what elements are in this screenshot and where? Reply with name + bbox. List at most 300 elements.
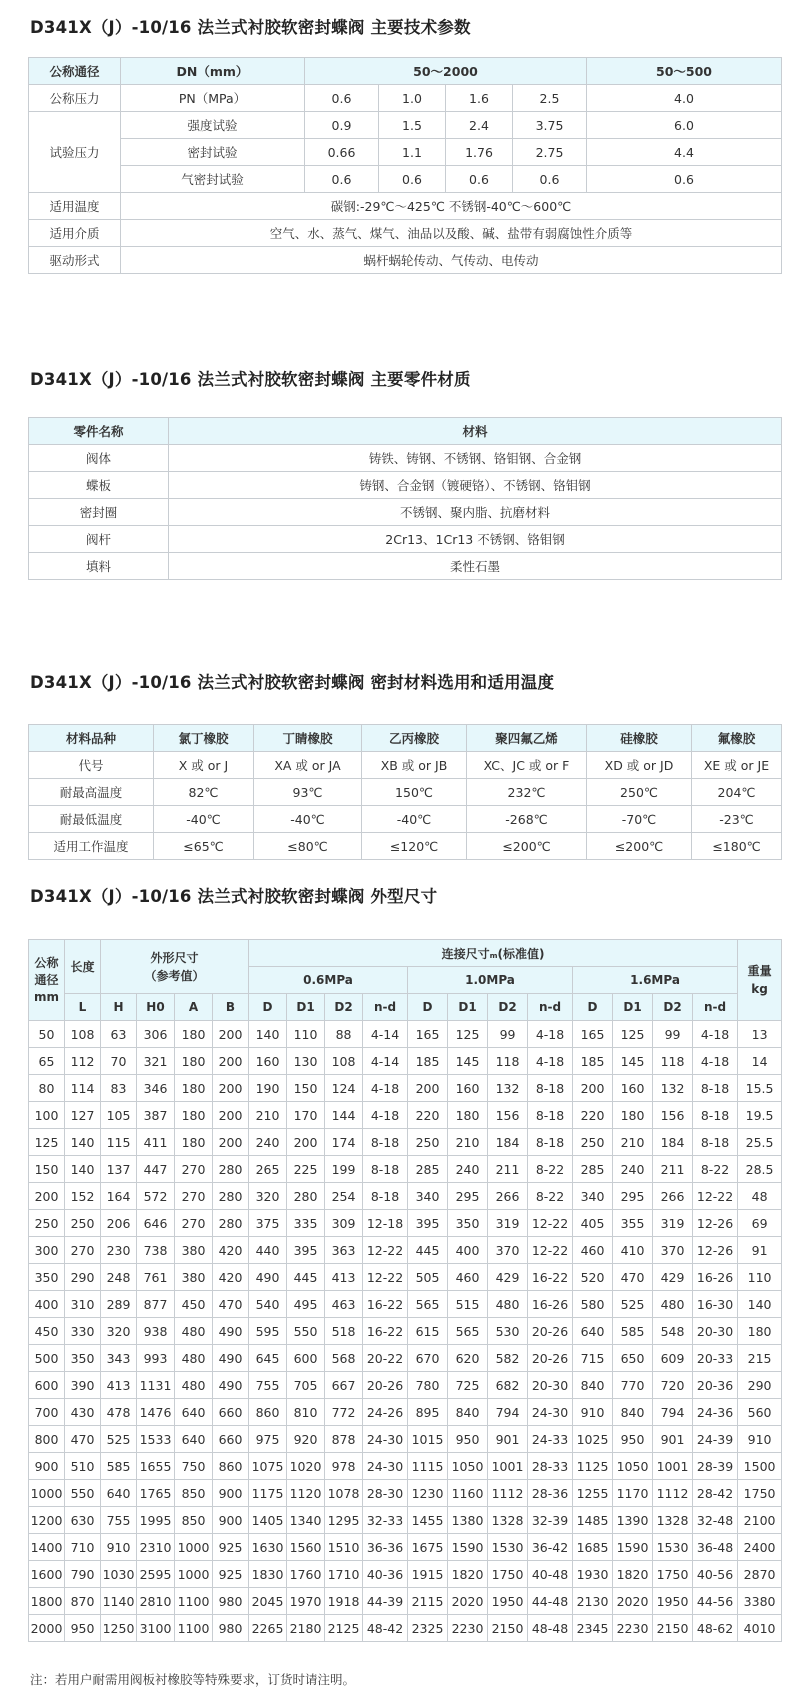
cell: 980 <box>213 1588 249 1615</box>
cell: 266 <box>653 1183 693 1210</box>
cell: 850 <box>175 1480 213 1507</box>
cell: 211 <box>488 1156 528 1183</box>
cell: 380 <box>175 1264 213 1291</box>
cell: 48-48 <box>528 1615 573 1642</box>
cell: 319 <box>653 1210 693 1237</box>
cell: 1131 <box>137 1372 175 1399</box>
cell: 125 <box>29 1129 65 1156</box>
cell: 500 <box>29 1345 65 1372</box>
header-cell: 硅橡胶 <box>587 725 692 752</box>
cell: 2125 <box>325 1615 363 1642</box>
cell: 4-18 <box>693 1048 738 1075</box>
row-label: 试验压力 <box>29 112 121 193</box>
cell: 160 <box>448 1075 488 1102</box>
table-row <box>29 1453 782 1480</box>
cell: 310 <box>65 1291 101 1318</box>
cell: 901 <box>653 1426 693 1453</box>
cell: 2115 <box>408 1588 448 1615</box>
cell: 1328 <box>653 1507 693 1534</box>
cell: 1250 <box>101 1615 137 1642</box>
header-nominal: 公称 通径 mm <box>29 940 65 1021</box>
row-sublabel: 气密封试验 <box>121 166 305 193</box>
cell: 70 <box>101 1048 137 1075</box>
row-sublabel: 强度试验 <box>121 112 305 139</box>
cell: 2810 <box>137 1588 175 1615</box>
cell: 1125 <box>573 1453 613 1480</box>
cell: 1000 <box>175 1534 213 1561</box>
cell: 794 <box>488 1399 528 1426</box>
table-row <box>29 1291 782 1318</box>
cell: 118 <box>488 1048 528 1075</box>
cell: 44-48 <box>528 1588 573 1615</box>
cell: 1530 <box>653 1534 693 1561</box>
cell: 232℃ <box>467 779 587 806</box>
cell: ≤180℃ <box>692 833 782 860</box>
cell: 445 <box>287 1264 325 1291</box>
cell: 1405 <box>249 1507 287 1534</box>
cell: 600 <box>287 1345 325 1372</box>
cell: 270 <box>175 1183 213 1210</box>
column-header: n-d <box>528 994 573 1021</box>
cell: -23℃ <box>692 806 782 833</box>
cell: 24-39 <box>693 1426 738 1453</box>
cell: 1000 <box>29 1480 65 1507</box>
cell: 518 <box>325 1318 363 1345</box>
cell: 170 <box>287 1102 325 1129</box>
cell: 860 <box>213 1453 249 1480</box>
cell: 794 <box>653 1399 693 1426</box>
cell: 0.9 <box>305 112 379 139</box>
cell: 1.5 <box>379 112 446 139</box>
cell: 8-18 <box>693 1102 738 1129</box>
cell: 480 <box>175 1372 213 1399</box>
table-row <box>29 247 782 274</box>
cell: 1476 <box>137 1399 175 1426</box>
cell: 480 <box>175 1318 213 1345</box>
cell: 640 <box>101 1480 137 1507</box>
cell: 370 <box>653 1237 693 1264</box>
header-connect: 连接尺寸ₘ(标准值) <box>249 940 738 967</box>
cell: 350 <box>65 1345 101 1372</box>
column-header: D <box>573 994 613 1021</box>
cell: 295 <box>613 1183 653 1210</box>
column-header: n-d <box>693 994 738 1021</box>
cell: 565 <box>448 1318 488 1345</box>
cell: 1830 <box>249 1561 287 1588</box>
cell: 430 <box>65 1399 101 1426</box>
cell: 200 <box>213 1129 249 1156</box>
cell: -40℃ <box>154 806 254 833</box>
table-row <box>29 1426 782 1453</box>
cell: 2130 <box>573 1588 613 1615</box>
cell: 156 <box>653 1102 693 1129</box>
cell: 1760 <box>287 1561 325 1588</box>
cell: 910 <box>738 1426 782 1453</box>
cell: 1112 <box>488 1480 528 1507</box>
cell: 595 <box>249 1318 287 1345</box>
cell: 12-22 <box>363 1237 408 1264</box>
cell: 480 <box>175 1345 213 1372</box>
cell: 100 <box>29 1102 65 1129</box>
cell: 2.4 <box>446 112 513 139</box>
cell: 1230 <box>408 1480 448 1507</box>
table-row <box>29 1183 782 1210</box>
cell: 520 <box>573 1264 613 1291</box>
cell: 4-18 <box>528 1048 573 1075</box>
cell: 125 <box>613 1021 653 1048</box>
cell: 615 <box>408 1318 448 1345</box>
cell: 180 <box>175 1021 213 1048</box>
cell: 1175 <box>249 1480 287 1507</box>
cell: 1710 <box>325 1561 363 1588</box>
cell: 1950 <box>653 1588 693 1615</box>
cell: 99 <box>653 1021 693 1048</box>
cell: XA 或 or JA <box>254 752 362 779</box>
column-header: B <box>213 994 249 1021</box>
cell: 270 <box>175 1210 213 1237</box>
table-row <box>29 1561 782 1588</box>
cell: 480 <box>488 1291 528 1318</box>
cell: 125 <box>448 1021 488 1048</box>
cell: 1100 <box>175 1615 213 1642</box>
cell: 280 <box>213 1183 249 1210</box>
table-row <box>29 472 782 499</box>
cell: 180 <box>613 1102 653 1129</box>
cell: 2045 <box>249 1588 287 1615</box>
cell: 429 <box>488 1264 528 1291</box>
cell: 2020 <box>448 1588 488 1615</box>
cell: -40℃ <box>254 806 362 833</box>
cell: 250 <box>573 1129 613 1156</box>
cell: 413 <box>325 1264 363 1291</box>
cell: 2230 <box>448 1615 488 1642</box>
cell: 390 <box>65 1372 101 1399</box>
cell: 20-30 <box>528 1372 573 1399</box>
cell: 蜗杆蜗轮传动、气传动、电传动 <box>121 247 782 274</box>
cell: 705 <box>287 1372 325 1399</box>
cell: 0.6 <box>379 166 446 193</box>
cell: ≤65℃ <box>154 833 254 860</box>
cell: 460 <box>573 1237 613 1264</box>
cell: 44-39 <box>363 1588 408 1615</box>
cell: 280 <box>287 1183 325 1210</box>
cell: 2000 <box>29 1615 65 1642</box>
cell: 215 <box>738 1345 782 1372</box>
table-row <box>29 1534 782 1561</box>
cell: 19.5 <box>738 1102 782 1129</box>
cell: 470 <box>65 1426 101 1453</box>
cell: 165 <box>573 1021 613 1048</box>
table-row <box>29 1210 782 1237</box>
cell: 63 <box>101 1021 137 1048</box>
cell: 2180 <box>287 1615 325 1642</box>
cell: 200 <box>213 1021 249 1048</box>
cell: 225 <box>287 1156 325 1183</box>
cell: 150℃ <box>362 779 467 806</box>
cell: 211 <box>653 1156 693 1183</box>
cell: 210 <box>613 1129 653 1156</box>
cell: 346 <box>137 1075 175 1102</box>
table-row <box>29 553 782 580</box>
cell: 320 <box>101 1318 137 1345</box>
cell: 124 <box>325 1075 363 1102</box>
cell: 50 <box>29 1021 65 1048</box>
cell: 478 <box>101 1399 137 1426</box>
cell: 3100 <box>137 1615 175 1642</box>
cell: 0.6 <box>587 166 782 193</box>
cell: 250 <box>29 1210 65 1237</box>
cell: 2870 <box>738 1561 782 1588</box>
cell: 12-26 <box>693 1237 738 1264</box>
cell: 12-22 <box>528 1237 573 1264</box>
cell: 560 <box>738 1399 782 1426</box>
part-name: 密封圈 <box>29 499 169 526</box>
cell: 1001 <box>488 1453 528 1480</box>
cell: 640 <box>175 1399 213 1426</box>
material: 柔性石墨 <box>169 553 782 580</box>
cell: 180 <box>175 1129 213 1156</box>
cell: 36-42 <box>528 1534 573 1561</box>
cell: 1560 <box>287 1534 325 1561</box>
cell: 12-22 <box>693 1183 738 1210</box>
cell: 870 <box>65 1588 101 1615</box>
cell: 12-26 <box>693 1210 738 1237</box>
table-row <box>29 1156 782 1183</box>
cell: 80 <box>29 1075 65 1102</box>
section2-title: D341X（J）-10/16 法兰式衬胶软密封蝶阀 主要零件材质 <box>30 370 471 389</box>
cell: 2150 <box>653 1615 693 1642</box>
cell: 1025 <box>573 1426 613 1453</box>
cell: 91 <box>738 1237 782 1264</box>
cell: 118 <box>653 1048 693 1075</box>
cell: 350 <box>448 1210 488 1237</box>
cell: 3380 <box>738 1588 782 1615</box>
cell: 48 <box>738 1183 782 1210</box>
cell: 112 <box>65 1048 101 1075</box>
header-cell: 乙丙橡胶 <box>362 725 467 752</box>
cell: 1120 <box>287 1480 325 1507</box>
cell: 36-48 <box>693 1534 738 1561</box>
cell: 空气、水、蒸气、煤气、油品以及酸、碱、盐带有弱腐蚀性介质等 <box>121 220 782 247</box>
cell: 975 <box>249 1426 287 1453</box>
cell: 8-18 <box>363 1129 408 1156</box>
table-row <box>29 1588 782 1615</box>
cell: 289 <box>101 1291 137 1318</box>
cell: 13 <box>738 1021 782 1048</box>
table-row <box>29 112 782 139</box>
cell: 152 <box>65 1183 101 1210</box>
table-row <box>29 166 782 193</box>
cell: 0.6 <box>513 166 587 193</box>
cell: 1100 <box>175 1588 213 1615</box>
cell: 1001 <box>653 1453 693 1480</box>
cell: 950 <box>448 1426 488 1453</box>
cell: 265 <box>249 1156 287 1183</box>
cell: 28-36 <box>528 1480 573 1507</box>
cell: 20-26 <box>363 1372 408 1399</box>
cell: 2.75 <box>513 139 587 166</box>
table-row <box>29 1075 782 1102</box>
cell: 950 <box>65 1615 101 1642</box>
cell: 580 <box>573 1291 613 1318</box>
cell: 1.1 <box>379 139 446 166</box>
cell: 1380 <box>448 1507 488 1534</box>
cell: 200 <box>573 1075 613 1102</box>
cell: 750 <box>175 1453 213 1480</box>
cell: 525 <box>613 1291 653 1318</box>
part-name: 阀体 <box>29 445 169 472</box>
cell: 280 <box>213 1210 249 1237</box>
cell: 88 <box>325 1021 363 1048</box>
cell: 1075 <box>249 1453 287 1480</box>
cell: 1115 <box>408 1453 448 1480</box>
table-row <box>29 1399 782 1426</box>
dimensions-table <box>28 939 782 1642</box>
cell: 4-14 <box>363 1048 408 1075</box>
table-row <box>29 499 782 526</box>
cell: 525 <box>101 1426 137 1453</box>
header-cell: 丁睛橡胶 <box>254 725 362 752</box>
cell: 184 <box>653 1129 693 1156</box>
header-nominal: 公称通径 <box>29 58 121 85</box>
cell: 620 <box>448 1345 488 1372</box>
cell: 8-18 <box>528 1102 573 1129</box>
cell: 2.5 <box>513 85 587 112</box>
table-row <box>29 220 782 247</box>
cell: 1950 <box>488 1588 528 1615</box>
cell: 738 <box>137 1237 175 1264</box>
cell: 550 <box>65 1480 101 1507</box>
cell: 640 <box>175 1426 213 1453</box>
table-row <box>29 1129 782 1156</box>
cell: 184 <box>488 1129 528 1156</box>
cell: 450 <box>175 1291 213 1318</box>
cell: 20-36 <box>693 1372 738 1399</box>
cell: 640 <box>573 1318 613 1345</box>
materials-table <box>28 417 782 580</box>
cell: 1765 <box>137 1480 175 1507</box>
cell: 710 <box>65 1534 101 1561</box>
cell: 2150 <box>488 1615 528 1642</box>
cell: 32-39 <box>528 1507 573 1534</box>
cell: 0.6 <box>305 85 379 112</box>
section4-title: D341X（J）-10/16 法兰式衬胶软密封蝶阀 外型尺寸 <box>30 887 438 906</box>
cell: 1530 <box>488 1534 528 1561</box>
tech-params-table <box>28 57 782 274</box>
cell: X 或 or J <box>154 752 254 779</box>
cell: 490 <box>249 1264 287 1291</box>
cell: 254 <box>325 1183 363 1210</box>
cell: 36-36 <box>363 1534 408 1561</box>
cell: 20-26 <box>528 1318 573 1345</box>
cell: 285 <box>573 1156 613 1183</box>
cell: 32-33 <box>363 1507 408 1534</box>
cell: 8-22 <box>528 1156 573 1183</box>
cell: XC、JC 或 or F <box>467 752 587 779</box>
material: 铸铁、铸钢、不锈钢、铬钼钢、合金钢 <box>169 445 782 472</box>
cell: 24-30 <box>528 1399 573 1426</box>
cell: 725 <box>448 1372 488 1399</box>
cell: 1655 <box>137 1453 175 1480</box>
cell: 1020 <box>287 1453 325 1480</box>
cell: 69 <box>738 1210 782 1237</box>
cell: 1160 <box>448 1480 488 1507</box>
cell: 340 <box>408 1183 448 1210</box>
cell: 4-18 <box>363 1075 408 1102</box>
cell: 420 <box>213 1264 249 1291</box>
cell: 540 <box>249 1291 287 1318</box>
cell: 565 <box>408 1291 448 1318</box>
cell: 901 <box>488 1426 528 1453</box>
cell: 878 <box>325 1426 363 1453</box>
cell: 450 <box>29 1318 65 1345</box>
cell: 156 <box>488 1102 528 1129</box>
cell: 8-22 <box>528 1183 573 1210</box>
cell: 761 <box>137 1264 175 1291</box>
material: 不锈钢、聚内脂、抗磨材料 <box>169 499 782 526</box>
cell: 630 <box>65 1507 101 1534</box>
cell: 900 <box>213 1480 249 1507</box>
cell: 12-18 <box>363 1210 408 1237</box>
cell: 1170 <box>613 1480 653 1507</box>
table-row <box>29 526 782 553</box>
cell: 44-56 <box>693 1588 738 1615</box>
cell: 682 <box>488 1372 528 1399</box>
column-header: D1 <box>448 994 488 1021</box>
table-row <box>29 1345 782 1372</box>
cell: 660 <box>213 1399 249 1426</box>
cell: 108 <box>65 1021 101 1048</box>
cell: 321 <box>137 1048 175 1075</box>
cell: 130 <box>287 1048 325 1075</box>
cell: 28.5 <box>738 1156 782 1183</box>
cell: 0.6 <box>446 166 513 193</box>
cell: 290 <box>738 1372 782 1399</box>
cell: 550 <box>287 1318 325 1345</box>
cell: 20-30 <box>693 1318 738 1345</box>
column-header: D <box>408 994 448 1021</box>
table-row <box>29 833 782 860</box>
cell: 266 <box>488 1183 528 1210</box>
cell: 490 <box>213 1318 249 1345</box>
row-label: 适用温度 <box>29 193 121 220</box>
cell: 110 <box>738 1264 782 1291</box>
cell: 335 <box>287 1210 325 1237</box>
cell: 180 <box>175 1075 213 1102</box>
section1-title: D341X（J）-10/16 法兰式衬胶软密封蝶阀 主要技术参数 <box>30 18 471 37</box>
cell: 4010 <box>738 1615 782 1642</box>
cell: 395 <box>287 1237 325 1264</box>
cell: 14 <box>738 1048 782 1075</box>
cell: 772 <box>325 1399 363 1426</box>
cell: 1400 <box>29 1534 65 1561</box>
column-header: D2 <box>653 994 693 1021</box>
cell: 400 <box>29 1291 65 1318</box>
cell: 碳钢:-29℃～425℃ 不锈钢-40℃～600℃ <box>121 193 782 220</box>
cell: 470 <box>613 1264 653 1291</box>
header-cell: 氟橡胶 <box>692 725 782 752</box>
cell: 1918 <box>325 1588 363 1615</box>
cell: 380 <box>175 1237 213 1264</box>
cell: 1533 <box>137 1426 175 1453</box>
cell: 280 <box>213 1156 249 1183</box>
header-pressure-1-6: 1.6MPa <box>573 967 738 994</box>
cell: 16-26 <box>528 1291 573 1318</box>
cell: 700 <box>29 1399 65 1426</box>
cell: 200 <box>213 1048 249 1075</box>
table-row <box>29 1237 782 1264</box>
cell: 490 <box>213 1372 249 1399</box>
